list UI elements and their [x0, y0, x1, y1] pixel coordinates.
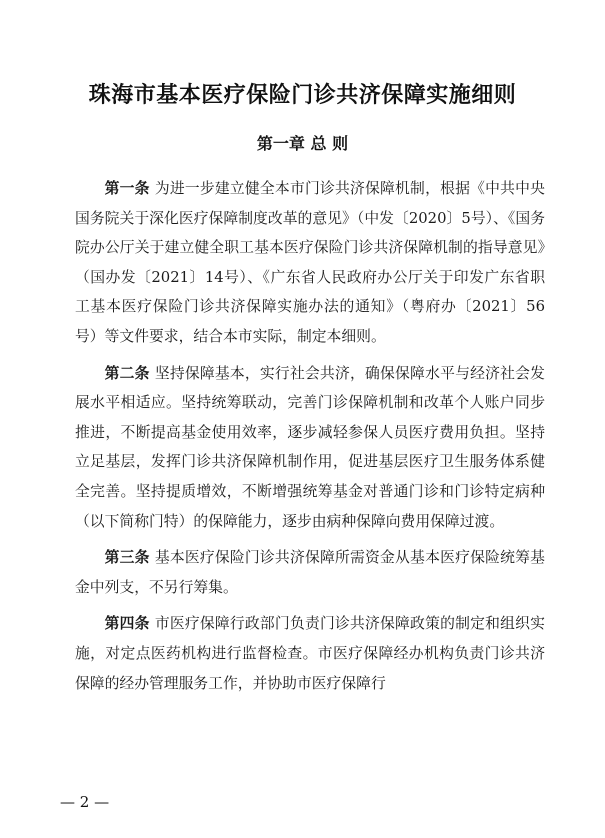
article-text: 基本医疗保险门诊共济保障所需资金从基本医疗保险统筹基金中列支，不另行筹集。 [75, 549, 545, 596]
article-paragraph [75, 543, 545, 602]
article-number: 第三条 [104, 549, 150, 567]
article-paragraph [75, 609, 545, 698]
article-number: 第一条 [104, 180, 150, 197]
article-text: 坚持保障基本，实行社会共济，确保保障水平与经济社会发展水平相适应。坚持统筹联动，完善门诊保障机制和改革个人账户同步推进，不断提高基金使用效率，逐步减轻参保人员医疗费用负担。坚持立足基层，发挥门诊共济保障机制作用，促进基层医疗卫生服务体系健全完善。坚持提质增效，不断增强统筹基金对普通门诊和门诊特定病种（以下简称门特）的保障能力，逐步由病种保障向费用保障过渡。 [75, 364, 545, 530]
article-number: 第四条 [104, 615, 150, 633]
document-body [75, 174, 545, 705]
chapter-heading: 第一章 总 则 [256, 134, 349, 153]
article-paragraph [75, 359, 545, 537]
article-number: 第二条 [104, 364, 150, 382]
article-paragraph [75, 174, 545, 352]
page-number: — 2 — [60, 793, 110, 811]
document-title: 珠海市基本医疗保险门诊共济保障实施细则 [88, 82, 517, 108]
article-text: 为进一步建立健全本市门诊共济保障机制，根据《中共中央 国务院关于深化医疗保障制度改革的意见》（中发〔2020〕5号）、《国务院办公厅关于建立健全职工基本医疗保险门诊共济保障机制的指导意见》（国办发〔2021〕14号）、《广东省人民政府办公厅关于印发广东省职工基本医疗保险门诊共济保障实施办法的通知》（粤府办〔2021〕56号）等文件要求，结合本市实际，制定本细则。 [75, 180, 545, 345]
article-text: 市医疗保障行政部门负责门诊共济保障政策的制定和组织实施，对定点医药机构进行监督检查。市医疗保障经办机构负责门诊共济保障的经办管理服务工作，并协助市医疗保障行 [75, 615, 545, 692]
